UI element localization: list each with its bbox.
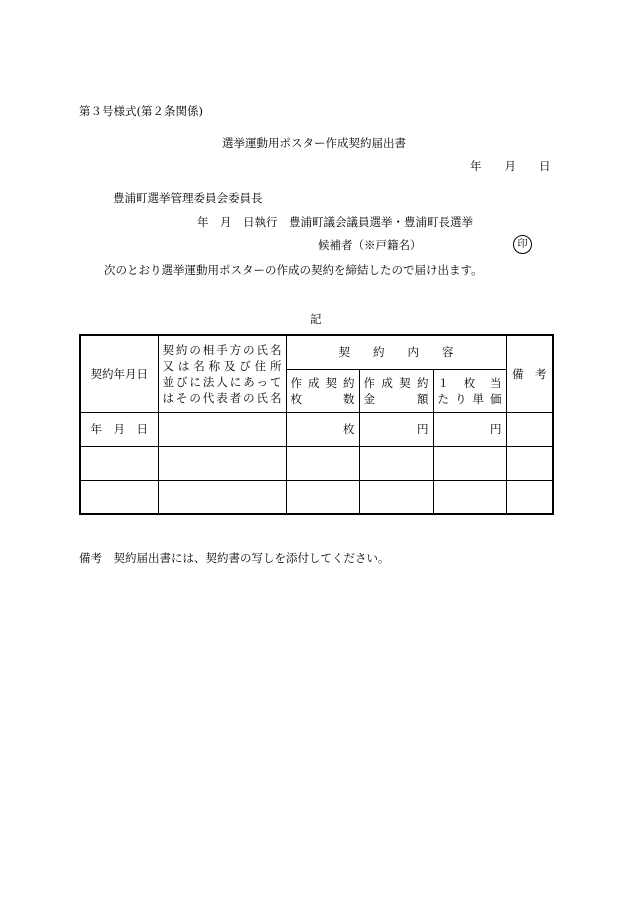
row-party-cell — [158, 480, 286, 514]
seal-mark: 印 — [513, 235, 532, 254]
header-count: 作成契約 枚 数 — [286, 369, 359, 412]
row-unit-cell — [433, 446, 506, 480]
row-amount-cell — [359, 446, 433, 480]
row-unit-cell: 円 — [433, 412, 506, 446]
contract-table — [79, 334, 554, 515]
document-title: 選挙運動用ポスター作成契約届出書 — [222, 136, 406, 150]
note-text: 備考 契約届出書には、契約書の写しを添付してください。 — [79, 551, 390, 565]
row-date-cell: 年 月 日 — [80, 412, 158, 446]
row-count-cell: 枚 — [286, 412, 359, 446]
row-remarks-cell — [506, 480, 553, 514]
row-count-cell — [286, 480, 359, 514]
row-party-cell — [158, 412, 286, 446]
form-number: 第３号様式(第２条関係) — [79, 104, 203, 118]
header-unit-price: １ 枚 当 たり単価 — [433, 369, 506, 412]
row-amount-cell: 円 — [359, 412, 433, 446]
header-remarks: 備 考 — [506, 335, 553, 412]
row-remarks-cell — [506, 446, 553, 480]
header-contract-date: 契約年月日 — [80, 335, 158, 412]
row-remarks-cell — [506, 412, 553, 446]
table-row — [80, 412, 553, 446]
table-row — [80, 446, 553, 480]
ki-label: 記 — [310, 312, 322, 326]
row-unit-cell — [433, 480, 506, 514]
table-row — [80, 480, 553, 514]
header-contract-contents: 契 約 内 容 — [286, 335, 506, 369]
addressee: 豊浦町選挙管理委員会委員長 — [113, 191, 263, 205]
intro-text: 次のとおり選挙運動用ポスターの作成の契約を締結したので届け出ます。 — [104, 263, 483, 277]
row-date-cell — [80, 446, 158, 480]
row-count-cell — [286, 446, 359, 480]
candidate-line: 候補者（※戸籍名） — [318, 238, 422, 252]
election-line: 年 月 日執行 豊浦町議会議員選挙・豊浦町長選挙 — [197, 215, 473, 229]
row-amount-cell — [359, 480, 433, 514]
header-amount: 作成契約 金 額 — [359, 369, 433, 412]
header-contract-party: 契約の相手方の氏名 又は名称及び住所 並びに法人にあって はその代表者の氏名 — [158, 335, 286, 412]
date-line: 年 月 日 — [470, 159, 551, 173]
row-party-cell — [158, 446, 286, 480]
row-date-cell — [80, 480, 158, 514]
